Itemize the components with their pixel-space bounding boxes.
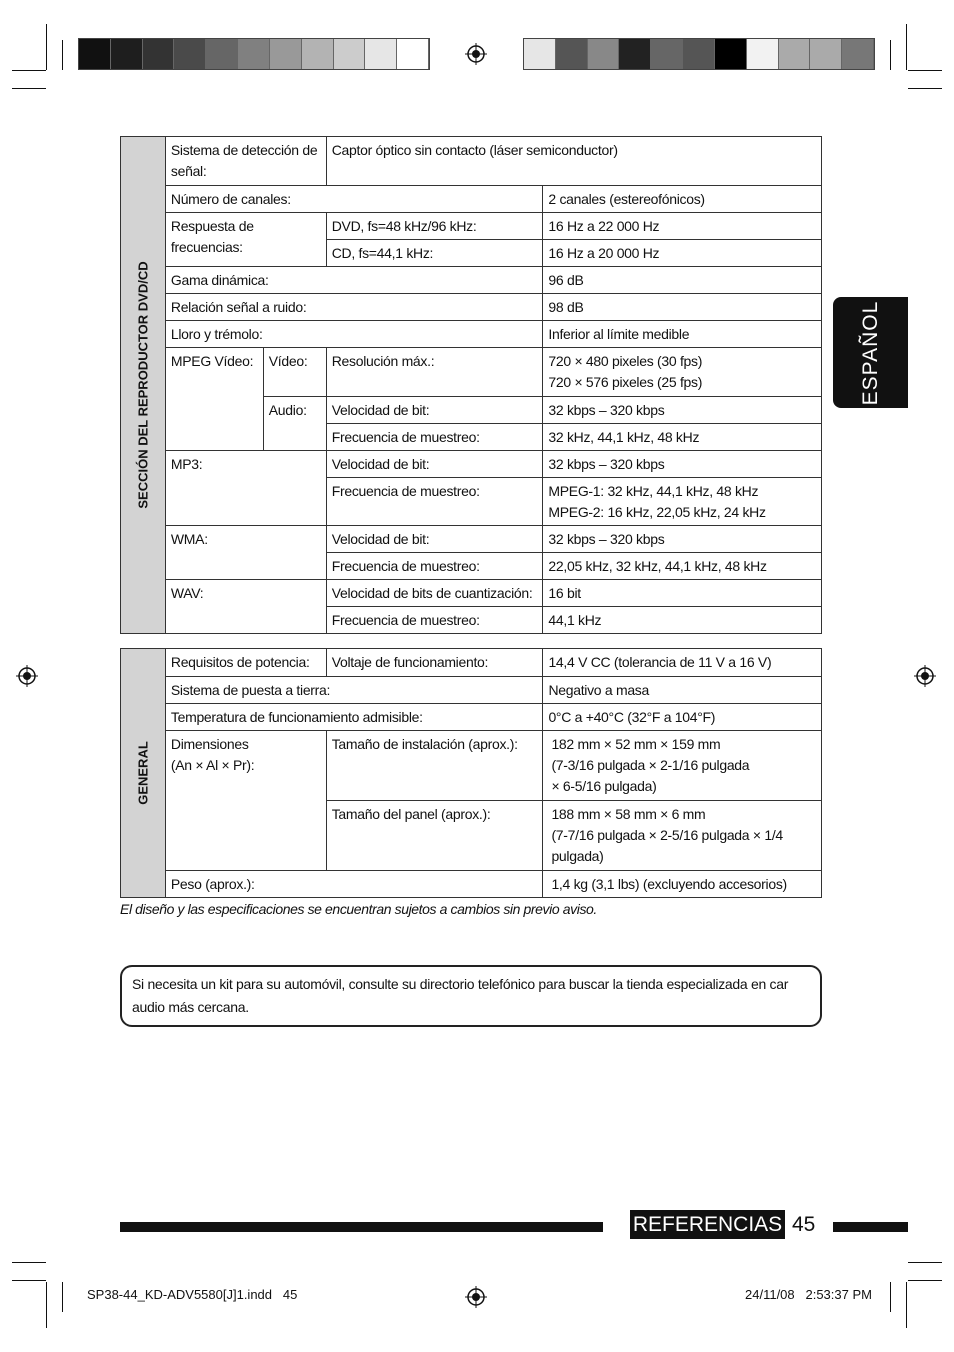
color-swatch	[238, 39, 270, 69]
crop-mark	[62, 1282, 63, 1312]
slug-file-info: SP38-44_KD-ADV5580[J]1.indd 45	[87, 1287, 298, 1302]
language-tab-label: ESPAÑOL	[858, 300, 882, 405]
spec-sublabel: Frecuencia de muestreo:	[326, 553, 543, 580]
spec-value: 22,05 kHz, 32 kHz, 44,1 kHz, 48 kHz	[543, 553, 822, 580]
crop-mark	[12, 88, 46, 89]
color-swatch	[397, 39, 429, 69]
registration-mark-icon	[914, 665, 936, 687]
color-swatch	[588, 39, 620, 69]
spec-value	[543, 731, 822, 801]
spec-sublabel: Vídeo:	[263, 348, 326, 397]
spec-sublabel: Velocidad de bit:	[326, 526, 543, 553]
spec-label: WMA:	[165, 526, 326, 580]
crop-mark	[890, 1282, 891, 1312]
language-tab	[833, 297, 908, 408]
section-title: SECCIÓN DEL REPRODUCTOR DVD/CD	[135, 261, 151, 509]
color-swatch	[842, 39, 874, 69]
color-swatch	[111, 39, 143, 69]
spec-value-line: 720 × 480 pixeles (30 fps)	[548, 353, 703, 369]
crop-mark	[12, 70, 46, 71]
spec-label: Requisitos de potencia:	[165, 649, 326, 677]
spec-value: Negativo a masa	[543, 677, 822, 704]
spec-value: Inferior al límite medible	[543, 321, 822, 348]
spec-sublabel: Frecuencia de muestreo:	[326, 478, 543, 526]
spec-label: Relación señal a ruido:	[165, 294, 543, 321]
spec-value: 32 kbps – 320 kbps	[543, 397, 822, 424]
spec-sublabel: Frecuencia de muestreo:	[326, 607, 543, 634]
spec-label: MPEG Vídeo:	[165, 348, 263, 451]
dvd-cd-spec-table	[120, 136, 822, 634]
crop-mark	[12, 1280, 46, 1281]
spec-label: MP3:	[165, 451, 326, 526]
disclaimer-note: El diseño y las especificaciones se encuentran sujetos a cambios sin previo aviso.	[120, 901, 597, 917]
spec-label	[165, 731, 326, 871]
spec-label-line: (An × Al × Pr):	[170, 757, 255, 773]
spec-value-line: (7-3/16 pulgada × 2-1/16 pulgada	[551, 757, 750, 773]
crop-mark	[908, 70, 942, 71]
spec-sublabel: Frecuencia de muestreo:	[326, 424, 543, 451]
spec-value: 96 dB	[543, 267, 822, 294]
spec-label: Gama dinámica:	[165, 267, 543, 294]
crop-mark	[46, 1282, 47, 1328]
crop-mark	[906, 1282, 907, 1328]
spec-sublabel: Velocidad de bit:	[326, 451, 543, 478]
spec-sublabel: Tamaño del panel (aprox.):	[326, 801, 543, 871]
spec-value-line: 188 mm × 58 mm × 6 mm	[551, 806, 706, 822]
spec-value-line: (7-7/16 pulgada × 2-5/16 pulgada × 1/4	[551, 827, 783, 843]
color-swatch	[206, 39, 238, 69]
spec-value: 44,1 kHz	[543, 607, 822, 634]
color-swatch	[524, 39, 556, 69]
spec-sublabel: Resolución máx.:	[326, 348, 543, 397]
page-number: 45	[792, 1213, 816, 1236]
crop-mark	[46, 24, 47, 70]
spec-label: Lloro y trémolo:	[165, 321, 543, 348]
spec-value: 14,4 V CC (tolerancia de 11 V a 16 V)	[543, 649, 822, 677]
registration-mark-icon	[16, 665, 38, 687]
color-swatch	[334, 39, 366, 69]
spec-label: Temperatura de funcionamiento admisible:	[165, 704, 543, 731]
color-swatch	[79, 39, 111, 69]
spec-label: Número de canales:	[165, 186, 543, 213]
spec-sublabel: Velocidad de bit:	[326, 397, 543, 424]
general-spec-table	[120, 648, 822, 898]
spec-value: 32 kbps – 320 kbps	[543, 526, 822, 553]
color-swatch	[651, 39, 683, 69]
spec-value: 32 kHz, 44,1 kHz, 48 kHz	[543, 424, 822, 451]
spec-label: Peso (aprox.):	[165, 871, 543, 898]
spec-label: Sistema de puesta a tierra:	[165, 677, 543, 704]
spec-label: Respuesta de frecuencias:	[165, 213, 326, 267]
info-note-box: Si necesita un kit para su automóvil, consulte su directorio telefónico para buscar la tienda especializada en car audio más cercana.	[120, 965, 822, 1027]
spec-value: 1,4 kg (3,1 lbs) (excluyendo accesorios)	[543, 871, 822, 898]
footer-rule-right	[833, 1222, 908, 1232]
spec-value	[543, 801, 822, 871]
color-swatch	[810, 39, 842, 69]
spec-sublabel: CD, fs=44,1 kHz:	[326, 240, 543, 267]
spec-value: 16 Hz a 20 000 Hz	[543, 240, 822, 267]
color-swatch	[270, 39, 302, 69]
color-swatch	[715, 39, 747, 69]
spec-value-line: MPEG-1: 32 kHz, 44,1 kHz, 48 kHz	[548, 483, 759, 499]
spec-value: 16 bit	[543, 580, 822, 607]
spec-value-line: MPEG-2: 16 kHz, 22,05 kHz, 24 kHz	[548, 504, 766, 520]
spec-label: Sistema de detección de señal:	[165, 137, 326, 186]
spec-value-line: × 6-5/16 pulgada)	[551, 778, 657, 794]
color-calibration-bar-left	[78, 38, 430, 70]
spec-value-line: pulgada)	[551, 848, 604, 864]
crop-mark	[906, 24, 907, 70]
color-swatch	[779, 39, 811, 69]
spec-value: Captor óptico sin contacto (láser semiconductor)	[326, 137, 821, 186]
color-swatch	[683, 39, 715, 69]
section-title: GENERAL	[135, 741, 151, 805]
section-label-cell	[121, 649, 166, 898]
spec-value-line: 720 × 576 pixeles (25 fps)	[548, 374, 703, 390]
crop-mark	[62, 40, 63, 70]
color-swatch	[143, 39, 175, 69]
spec-label-line: Dimensiones	[170, 736, 249, 752]
registration-mark-icon	[465, 43, 487, 65]
registration-mark-icon	[465, 1286, 487, 1308]
color-swatch	[302, 39, 334, 69]
color-swatch	[556, 39, 588, 69]
color-swatch	[747, 39, 779, 69]
crop-mark	[908, 1262, 942, 1263]
spec-value: 98 dB	[543, 294, 822, 321]
crop-mark	[12, 1262, 46, 1263]
footer-rule-left	[120, 1222, 603, 1232]
color-swatch	[365, 39, 397, 69]
color-swatch	[174, 39, 206, 69]
crop-mark	[908, 1280, 942, 1281]
section-footer-label: REFERENCIAS	[630, 1210, 785, 1239]
slug-date-info: 24/11/08 2:53:37 PM	[745, 1287, 872, 1302]
spec-value: 32 kbps – 320 kbps	[543, 451, 822, 478]
spec-sublabel: DVD, fs=48 kHz/96 kHz:	[326, 213, 543, 240]
spec-sublabel: Velocidad de bits de cuantización:	[326, 580, 543, 607]
spec-value: 0°C a +40°C (32°F a 104°F)	[543, 704, 822, 731]
spec-value-line: 182 mm × 52 mm × 159 mm	[551, 736, 721, 752]
spec-value	[543, 348, 822, 397]
crop-mark	[890, 40, 891, 70]
spec-value: 16 Hz a 22 000 Hz	[543, 213, 822, 240]
crop-mark	[908, 88, 942, 89]
spec-sublabel: Tamaño de instalación (aprox.):	[326, 731, 543, 801]
color-calibration-bar-right	[523, 38, 875, 70]
section-label-cell	[121, 137, 166, 634]
color-swatch	[619, 39, 651, 69]
spec-label: WAV:	[165, 580, 326, 634]
spec-sublabel: Voltaje de funcionamiento:	[326, 649, 543, 677]
spec-sublabel: Audio:	[263, 397, 326, 451]
spec-value	[543, 478, 822, 526]
spec-value: 2 canales (estereofónicos)	[543, 186, 822, 213]
